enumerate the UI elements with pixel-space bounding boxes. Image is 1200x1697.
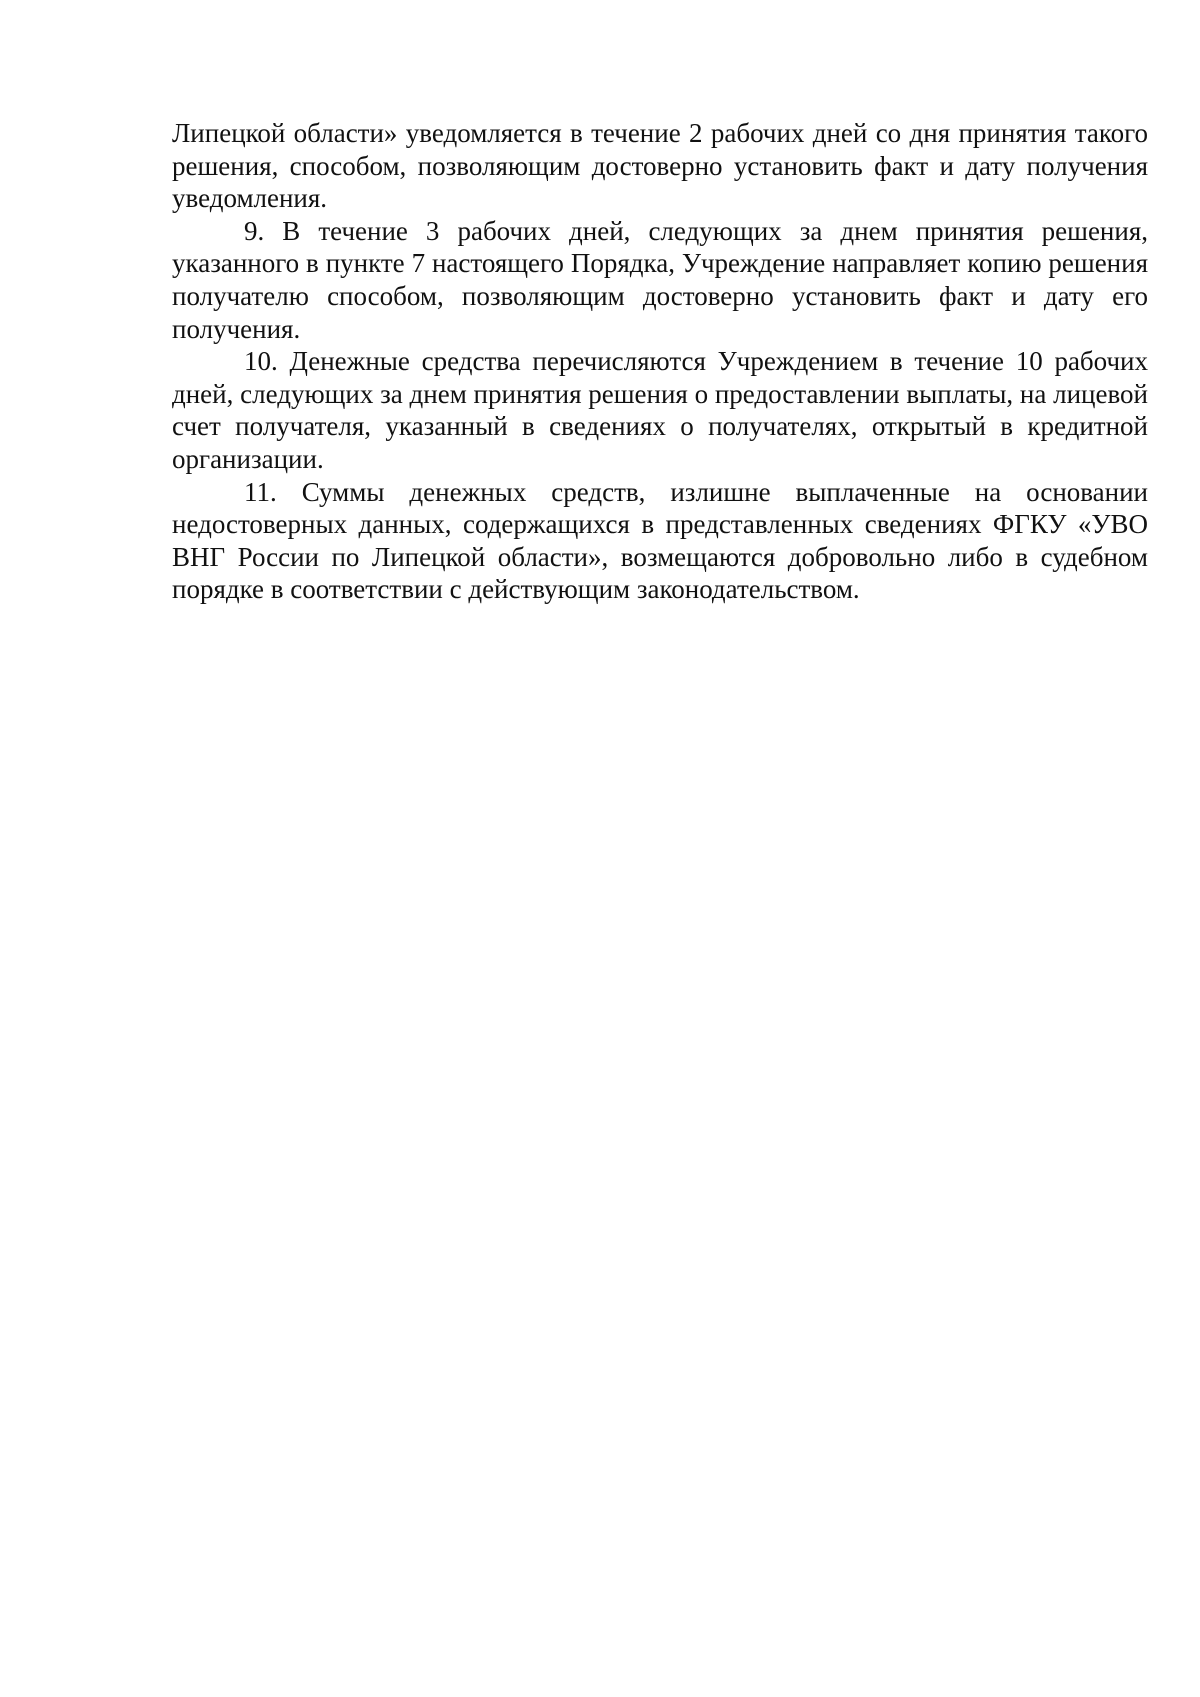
document-body: [172, 117, 1148, 606]
paragraph-item-10: 10. Денежные средства перечисляются Учреждением в течение 10 рабочих дней, следующих за днем принятия решения о предоставлении выплаты, на лицевой счет получателя, указанный в сведениях о получателях, открытый в кредитной организации.: [172, 346, 1148, 474]
paragraph-continuation: Липецкой области» уведомляется в течение 2 рабочих дней со дня принятия такого решения, способом, позволяющим достоверно установить факт и дату получения уведомления.: [172, 118, 1148, 214]
paragraph-item-9: 9. В течение 3 рабочих дней, следующих за днем принятия решения, указанного в пункте 7 настоящего Порядка, Учреждение направляет копию решения получателю способом, позволяющим достоверно установить факт и дату его получения.: [172, 215, 1148, 344]
paragraph-item-11: 11. Суммы денежных средств, излишне выплаченные на основании недостоверных данных, содержащихся в представленных сведениях ФГКУ «УВО ВНГ России по Липецкой области», возмещаются добровольно либо в судебном порядке в соответствии с действующим законодательством.: [172, 476, 1148, 605]
